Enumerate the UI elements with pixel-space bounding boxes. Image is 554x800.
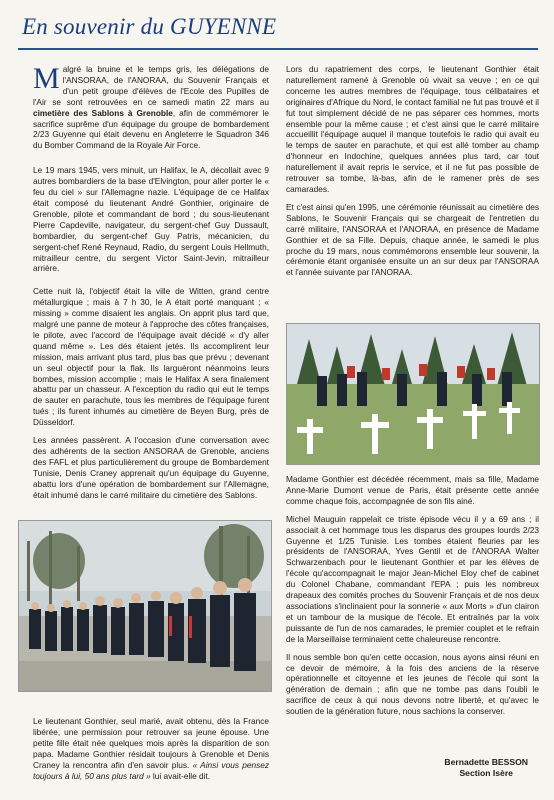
paragraph-daughter: Madame Gonthier est décédée récemment, mais sa fille, Madame Anne-Marie Dumont venue de Paris, était présente cette année comme chaque fois, accompagnée de son fils ainé. xyxy=(286,474,539,506)
paragraph-crew: Le 19 mars 1945, vers minuit, un Halifax, le A, décollait avec 9 autres bombardiers de la base d'Elvington, pour aller porter le « feu du ciel » sur l'Allemagne nazie. L'équipage de ce Halifax était composé du lieutenant André Gonthier, originaire de Grenoble, pilote et commandant de bord ; du sous-lieutenant Pierre Capdeville, navigateur, du sergent-chef Guy Dussault, bombardier, du sergent-chef Guy Patris, mécanicien, du sergent-chef René Reynaud, Radio, du sergent Louis Hellmuth, mitrailleur centre, du sergent Victor Saint-Jevin, mitrailleur arrière. xyxy=(33,165,269,274)
page-title: En souvenir du GUYENNE xyxy=(22,14,277,39)
paragraph-conclusion: Il nous semble bon qu'en cette occasion, nous ayons ainsi réuni en ce devoir de mémoire, à la fois des anciens de la réserve opérationnelle et citoyenne et les jeunes de l'école qui sont la génération de demain ; afin que ne tombe pas dans l'oubli le sacrifice de ceux à qui nous devons notre liberté, et qu'avec le soutien de la génération future, nous sachions la conserver. xyxy=(286,651,539,717)
location-emphasis: cimetière des Sablons à Grenoble xyxy=(33,107,173,118)
drop-cap: M xyxy=(33,62,60,95)
paragraph-intro: Malgré la bruine et le temps gris, les délégations de l'ANSORAA, de l'ANORAA, du Souvenir Français et d'un petit groupe d'élèves de l'Ecole des Pupilles de l'Air se sont retrouvées en ce samedi matin 22 mars au cimetière des Sablons à Grenoble, afin de commémorer le sacrifice suprême d'un équipage du groupe de bombardement 2/23 Guyenne qui était devenu en Angleterre le Squadron 346 du Bomber Command de la Royale Air Force. xyxy=(33,62,269,151)
signature-block xyxy=(444,757,528,779)
paragraph-years: Les années passèrent. A l'occasion d'une conversation avec des adhérents de la section ANSORAA de Grenoble, anciens des FAFL et plus particulièrement du groupe de Bombardement Tunisie, Denis Craney apprenait qu'un équipage du Guyenne, abattu lors d'une opération de bombardement sur l'Allemagne, était inhumé dans le carré militaire du cimetière des Sablons. xyxy=(33,435,269,500)
left-column-bottom xyxy=(33,716,269,788)
ceremony-photo-graves xyxy=(286,323,540,465)
left-column-top xyxy=(33,64,269,508)
title-rule xyxy=(18,48,538,50)
author-section: Section Isère xyxy=(459,768,513,778)
paragraph-tribute: Michel Mauguin rappelait ce triste épisode vécu il y a 69 ans ; il associait à cet hommage tous les disparus des groupes lourds 2/23 Guyenne et 1/25 Tunisie. Les tombes étaient fleuries par les présidents de l'ANSORAA, Yves Gentil et de l'ANORAA Walter Schwarzenbach pour le lieutenant Gonthier et par les élèves de l'école qu'accompagnait le major Jean-Michel Eloy chef de cabinet du Colonel Chabane, commandant l'EPA ; puis les nombreux drapeaux des comités proches du Souvenir Français et de nos deux associations s'inclinaient pour la sonnerie « aux Morts » d'un clairon et un tambour de la musique de l'école. Et entraînés par la voix puissante de l'un de nos camarades, le premier couplet et le refrain de la Marseillaise terminaient cette chaleureuse rencontre. xyxy=(286,513,539,644)
ceremony-photo-group xyxy=(18,520,272,692)
paragraph-widow: Le lieutenant Gonthier, seul marié, avait obtenu, dès la France libérée, une permission pour retrouver sa jeune épouse. Une petite fille était née quelques mois après la disparition de son papa. Madame Gonthier résidait toujours à Grenoble et Denis Craney la rencontra afin d'en savoir plus. « Ainsi vous pensez toujours à lui, 50 ans plus tard » lui avait-elle dit. xyxy=(33,716,269,781)
paragraph-1995: Et c'est ainsi qu'en 1995, une cérémonie réunissait au cimetière des Sablons, le Souvenir Français qui se chargeait de l'entretien du carré militaire, l'ANSORAA et l'ANORAA, en présence de Madame Gonthier et de sa Fille. Depuis, chaque année, le samedi le plus proche du 19 mars, nous commémorons ensemble leur souvenir, la cérémonie étant organisée ensuite un an sur deux par l'ANSORAA et l'année suivante par l'ANORAA. xyxy=(286,201,539,278)
right-column-top xyxy=(286,64,539,285)
paragraph-mission: Cette nuit là, l'objectif était la ville de Witten, grand centre métallurgique ; mais à 7 h 30, le A était porté manquant ; « missing » comme disaient les anglais. On apprit plus tard que, malgré une panne de moteur à l'approche des côtes françaises, le pilote, avec l'accord de l'équipage avait décidé « d'y aller quand même ». Les dés étaient jetés. Ils accomplirent leur mission, mais arrivant plus tard, plus bas que prévu ; devenant un seul objectif pour la flak. Ils larguèront néanmoins leurs bombes, mission accomplie ; mais le Halifax A sera finalement abattu par un chasseur. A l'exception du radio qui eut le temps de sauter en parachute, tous les membres de l'équipage furent tués ; ils furent inhumés au cimetière de Beyen Burg, près de Düsseldorf. xyxy=(33,286,269,428)
right-column-bottom xyxy=(286,474,539,724)
author-name: Bernadette BESSON xyxy=(444,757,528,767)
paragraph-repatriation: Lors du rapatriement des corps, le lieutenant Gonthier était naturellement ramené à Grenoble où vivait sa veuve ; en ce qui concerne les autres membres de l'équipage, tous célibataires et originaires d'Afrique du Nord, le contact familial ne fut pas trouvé et il fut tout simplement décidé de ne pas séparer ces hommes, morts ensemble pour la même cause ; et c'est ainsi que le carré militaire accueillit l'équipage auquel il manque toutefois le radio qui avait eu le temps de sauter en parachute, et qui est allé tomber au champ d'honneur en Indochine, quelques années plus tard, car tout naturellement il avait repris le service, et il ne fut pas possible de retrouver sa tombe, là-bas, afin de le ramener près de ses camarades. xyxy=(286,64,539,194)
